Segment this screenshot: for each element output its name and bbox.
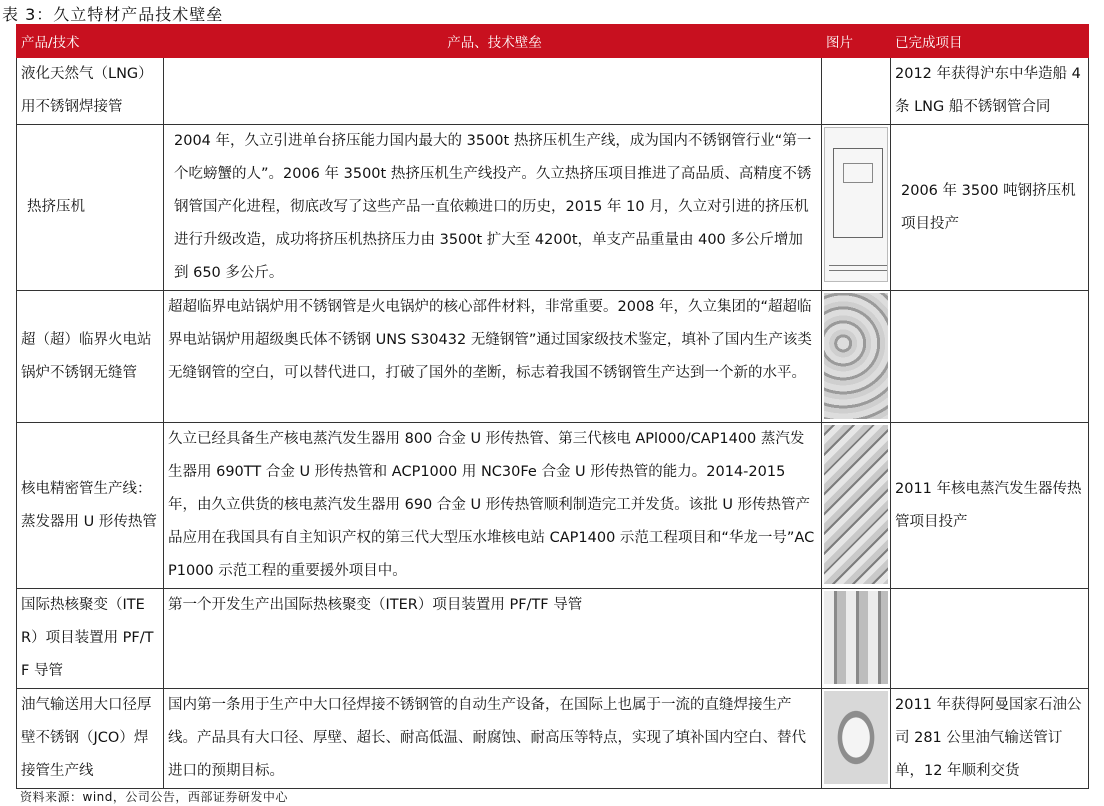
row-project: 2011 年获得阿曼国家石油公司 281 公里油气输送管订单，12 年顺利交货	[891, 689, 1089, 789]
row-barrier: 国内第一条用于生产中大口径焊接不锈钢管的自动生产设备，在国际上也属于一流的直缝焊接生产线。产品具有大口径、厚壁、超长、耐高低温、耐腐蚀、耐高压等特点，实现了填补国内空白、替代进口的预期目标。	[164, 689, 822, 789]
u-tube-photo	[824, 425, 888, 584]
row-image	[822, 423, 891, 589]
header-project: 已完成项目	[891, 25, 1089, 58]
table-row	[17, 689, 1089, 789]
table-row	[17, 423, 1089, 589]
row-product: 热挤压机	[17, 125, 164, 291]
source-note: 资料来源：wind，公司公告，西部证券研发中心	[20, 790, 288, 804]
table-row	[17, 58, 1089, 125]
table-row	[17, 125, 1089, 291]
header-barrier: 产品、技术壁垒	[164, 25, 822, 58]
seamless-pipe-photo	[824, 293, 888, 419]
row-project: 2012 年获得沪东中华造船 4 条 LNG 船不锈钢管合同	[891, 58, 1089, 125]
row-barrier: 第一个开发生产出国际热核聚变（ITER）项目装置用 PF/TF 导管	[164, 589, 822, 689]
row-product: 核电精密管生产线：蒸发器用 U 形传热管	[17, 423, 164, 589]
row-product: 国际热核聚变（ITER）项目装置用 PF/TF 导管	[17, 589, 164, 689]
row-barrier	[164, 58, 822, 125]
row-barrier: 久立已经具备生产核电蒸汽发生器用 800 合金 U 形传热管、第三代核电 APl000/CAP1400 蒸汽发生器用 690TT 合金 U 形传热管和 ACP1000 用 NC30Fe 合金 U 形传热管的能力。2014-2015 年，由久立供货的核电蒸汽发生器用 690 合金 U 形传热管顺利制造完工并发货。该批 U 形传热管产品应用在我国具有自主知识产权的第三代大型压水堆核电站 CAP1400 示范工程项目和“华龙一号”ACP1000 示范工程的重要援外项目中。	[164, 423, 822, 589]
row-image	[822, 689, 891, 789]
row-product: 超（超）临界火电站锅炉不锈钢无缝管	[17, 291, 164, 423]
row-image	[822, 125, 891, 291]
row-product: 液化天然气（LNG）用不锈钢焊接管	[17, 58, 164, 125]
header-product: 产品/技术	[17, 25, 164, 58]
row-image	[822, 291, 891, 423]
table-title: 表 3：久立特材产品技术壁垒	[2, 5, 224, 24]
product-tech-barrier-table	[16, 24, 1089, 789]
table-row	[17, 589, 1089, 689]
header-row	[17, 25, 1089, 58]
row-project	[891, 589, 1089, 689]
row-project: 2011 年核电蒸汽发生器传热管项目投产	[891, 423, 1089, 589]
extrusion-press-diagram-image	[824, 127, 888, 282]
row-project: 2006 年 3500 吨钢挤压机项目投产	[891, 125, 1089, 291]
conduit-photo	[824, 591, 888, 684]
row-barrier: 超超临界电站锅炉用不锈钢管是火电锅炉的核心部件材料，非常重要。2008 年，久立集团的“超超临界电站锅炉用超级奥氏体不锈钢 UNS S30432 无缝钢管”通过国家级技术鉴定，填补了国内生产该类无缝钢管的空白，可以替代进口，打破了国外的垄断，标志着我国不锈钢管生产达到一个新的水平。	[164, 291, 822, 423]
row-image	[822, 589, 891, 689]
header-image: 图片	[822, 25, 891, 58]
row-image	[822, 58, 891, 125]
row-project	[891, 291, 1089, 423]
large-pipe-photo	[824, 691, 888, 784]
row-product: 油气输送用大口径厚壁不锈钢（JCO）焊接管生产线	[17, 689, 164, 789]
table-row	[17, 291, 1089, 423]
row-barrier: 2004 年，久立引进单台挤压能力国内最大的 3500t 热挤压机生产线，成为国内不锈钢管行业“第一个吃螃蟹的人”。2006 年 3500t 热挤压机生产线投产。久立热挤压项目推进了高品质、高精度不锈钢管国产化进程，彻底改写了这些产品一直依赖进口的历史，2015 年 10 月，久立对引进的挤压机进行升级改造，成功将挤压机热挤压力由 3500t 扩大至 4200t，单支产品重量由 400 多公斤增加到 650 多公斤。	[164, 125, 822, 291]
